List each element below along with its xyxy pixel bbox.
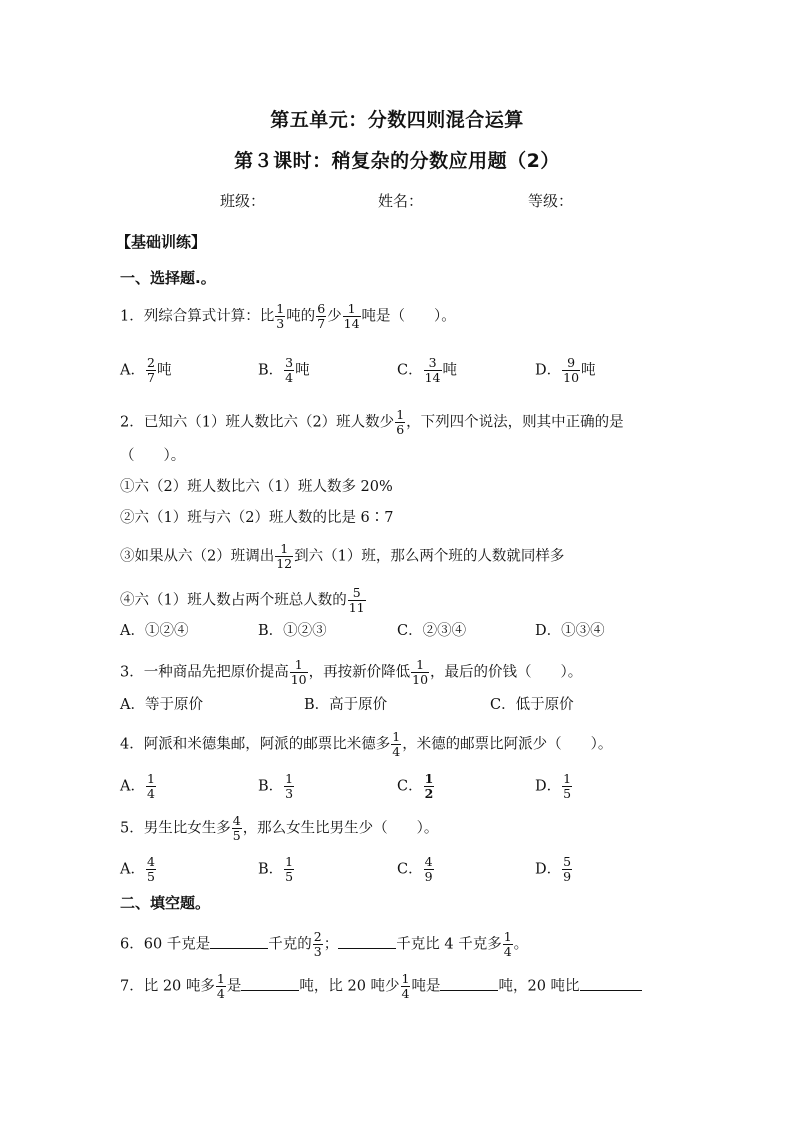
fraction: $\frac{4}{5}$ — [232, 813, 241, 843]
q3-option-b[interactable]: B．高于原价 — [304, 697, 388, 713]
grade-label: 等级： — [528, 192, 574, 210]
q5-option-a[interactable]: A． $\frac{4}{5}$ — [120, 854, 155, 884]
fraction: $\frac{4}{9}$ — [424, 854, 433, 884]
fraction: $\frac{1}{14}$ — [343, 301, 360, 331]
question-5: 5．男生比女生多 $\frac{4}{5}$ ，那么女生比男生少（ ）。 — [120, 813, 439, 843]
question-3: 3．一种商品先把原价提高 $\frac{1}{10}$ ，再按新价降低 $\frac{1}{10}$ ，最后的价钱（ ）。 — [120, 657, 583, 687]
answer-blank[interactable] — [580, 976, 642, 991]
q1-option-b[interactable]: B． $\frac{3}{4}$ 吨 — [258, 355, 310, 385]
fraction: $\frac{1}{4}$ — [401, 971, 410, 1001]
part1-heading: 一、选择题.。 — [120, 269, 216, 287]
fraction: $\frac{9}{10}$ — [563, 355, 580, 385]
fraction: $\frac{1}{6}$ — [396, 407, 405, 437]
q2-option-d[interactable]: D．①③④ — [535, 623, 605, 639]
q1-option-d[interactable]: D． $\frac{9}{10}$ 吨 — [535, 355, 596, 385]
name-label: 姓名： — [378, 192, 424, 210]
fraction: $\frac{1}{10}$ — [412, 657, 429, 687]
q2-option-a[interactable]: A．①②④ — [120, 623, 189, 639]
fraction: $\frac{1}{10}$ — [290, 657, 307, 687]
fraction: $\frac{1}{2}$ — [424, 771, 434, 801]
q2-statement-1: ①六（2）班人数比六（1）班人数多 20% — [120, 479, 393, 495]
q4-option-b[interactable]: B． $\frac{1}{3}$ — [258, 771, 294, 801]
fraction: $\frac{1}{12}$ — [276, 541, 293, 571]
q4-option-c[interactable]: C． $\frac{1}{2}$ — [397, 771, 434, 801]
fraction: $\frac{1}{4}$ — [503, 929, 512, 959]
q3-option-c[interactable]: C．低于原价 — [490, 697, 574, 713]
class-label: 班级： — [220, 192, 266, 210]
fraction: $\frac{1}{3}$ — [276, 301, 285, 331]
q2-option-c[interactable]: C．②③④ — [397, 623, 467, 639]
question-4: 4．阿派和米德集邮，阿派的邮票比米德多 $\frac{1}{4}$ ，米德的邮票比阿派少（ ）。 — [120, 729, 613, 759]
q5-option-c[interactable]: C． $\frac{4}{9}$ — [397, 854, 433, 884]
answer-blank[interactable] — [210, 934, 268, 949]
q5-option-d[interactable]: D． $\frac{5}{9}$ — [535, 854, 572, 884]
unit-title: 第五单元：分数四则混合运算 — [270, 109, 524, 131]
q5-option-b[interactable]: B． $\frac{1}{5}$ — [258, 854, 294, 884]
fraction: $\frac{2}{3}$ — [313, 929, 322, 959]
q4-option-d[interactable]: D． $\frac{1}{5}$ — [535, 771, 572, 801]
part2-heading: 二、填空题。 — [120, 894, 211, 912]
fraction: $\frac{1}{4}$ — [392, 729, 401, 759]
q2-statement-4: ④六（1）班人数占两个班总人数的 $\frac{5}{11}$ — [120, 585, 365, 615]
fraction: $\frac{5}{11}$ — [348, 585, 365, 615]
q2-statement-2: ②六（1）班与六（2）班人数的比是 6∶7 — [120, 510, 394, 526]
section-basic-heading: 【基础训练】 — [116, 233, 207, 251]
question-7: 7．比 20 吨多 $\frac{1}{4}$ 是 吨，比 20 吨少 $\frac{1}{4}$ 吨是 吨，20 吨比 — [120, 972, 642, 1001]
q3-option-a[interactable]: A．等于原价 — [120, 697, 203, 713]
question-1: 1．列综合算式计算：比 $\frac{1}{3}$ 吨的 $\frac{6}{7}$ 少 $\frac{1}{14}$ 吨是（ ）。 — [120, 301, 456, 331]
lesson-title: 第３课时：稍复杂的分数应用题（2） — [234, 150, 560, 172]
fraction: $\frac{1}{5}$ — [285, 854, 294, 884]
fraction: $\frac{1}{4}$ — [146, 771, 155, 801]
fraction: $\frac{5}{9}$ — [563, 854, 572, 884]
answer-blank[interactable] — [338, 934, 396, 949]
q1-option-c[interactable]: C． $\frac{3}{14}$ 吨 — [397, 355, 458, 385]
fraction: $\frac{1}{3}$ — [285, 771, 294, 801]
q1-option-a[interactable]: A． $\frac{2}{7}$ 吨 — [120, 355, 172, 385]
fraction: $\frac{1}{5}$ — [563, 771, 572, 801]
fraction: $\frac{2}{7}$ — [146, 355, 155, 385]
question-6: 6．60 千克是 千克的 $\frac{2}{3}$ ； 千克比 4 千克多 $\frac{1}{4}$ 。 — [120, 929, 529, 959]
q2-option-b[interactable]: B．①②③ — [258, 623, 327, 639]
fraction: $\frac{3}{4}$ — [285, 355, 294, 385]
answer-blank[interactable] — [440, 976, 498, 991]
question-2: 2．已知六（1）班人数比六（2）班人数少 $\frac{1}{6}$ ，下列四个说法，则其中正确的是 — [120, 407, 624, 437]
q4-option-a[interactable]: A． $\frac{1}{4}$ — [120, 771, 155, 801]
answer-blank[interactable] — [241, 976, 299, 991]
fraction: $\frac{4}{5}$ — [146, 854, 155, 884]
q2-statement-3: ③如果从六（2）班调出 $\frac{1}{12}$ 到六（1）班，那么两个班的人数就同样多 — [120, 541, 565, 571]
fraction: $\frac{6}{7}$ — [317, 301, 326, 331]
question-2-paren: （ ）。 — [120, 448, 186, 464]
fraction: $\frac{3}{14}$ — [424, 355, 441, 385]
fraction: $\frac{1}{4}$ — [216, 971, 225, 1001]
